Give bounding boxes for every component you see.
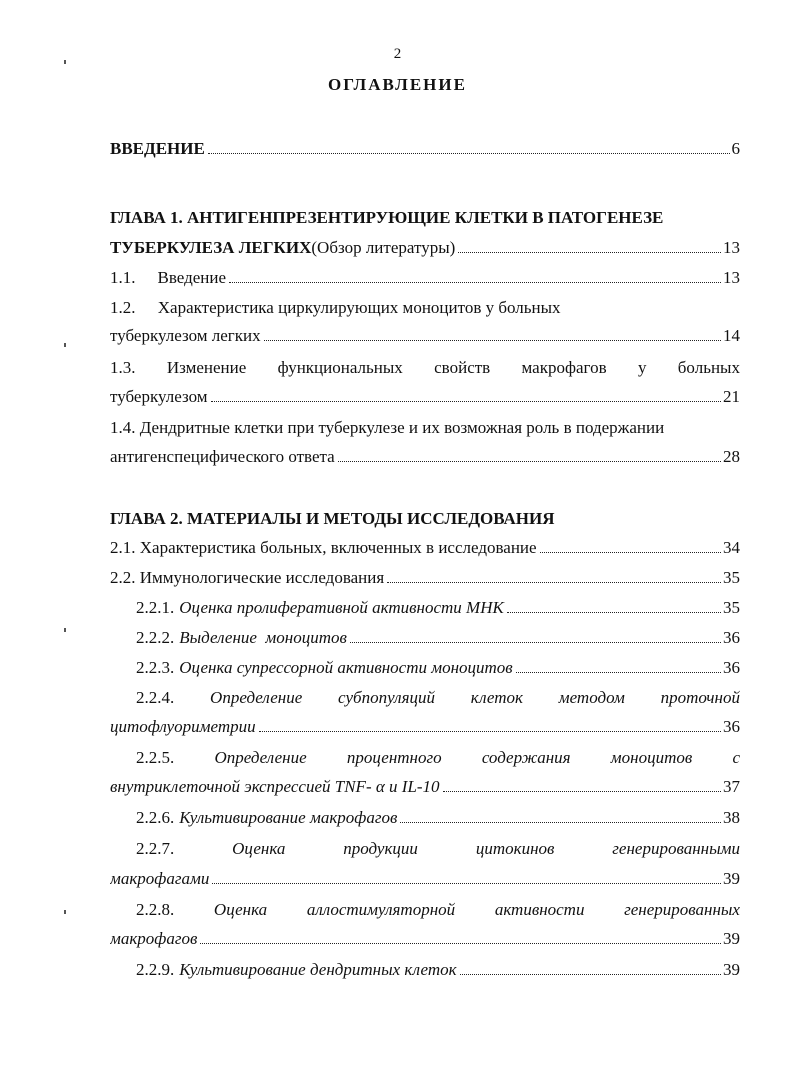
- toc-page: 14: [723, 326, 740, 345]
- leader-dots: [350, 642, 721, 643]
- section-number: 2.2.1.: [136, 598, 175, 617]
- page-number: 2: [393, 46, 402, 62]
- toc-page: 35: [723, 568, 740, 587]
- leader-dots: [212, 883, 721, 884]
- leader-dots: [208, 153, 730, 154]
- leader-dots: [259, 731, 721, 732]
- toc-entry-2-2-3: [136, 655, 740, 681]
- word: Оценка: [213, 900, 268, 919]
- leader-dots: [400, 822, 721, 823]
- toc-page: 39: [723, 929, 740, 948]
- section-number: 2.2.3.: [136, 658, 175, 677]
- scan-speck: [64, 343, 66, 347]
- scan-speck: [64, 910, 66, 914]
- toc-label: ВВЕДЕНИЕ: [110, 139, 205, 158]
- toc-entry-2-2-5-cont: [110, 774, 740, 800]
- word: содержания: [481, 748, 571, 767]
- section-number: 2.2.9.: [136, 960, 175, 979]
- toc-label: туберкулезом: [110, 387, 208, 406]
- word: больных: [677, 358, 740, 377]
- toc-entry-2-2-4-cont: [110, 714, 740, 740]
- section-number: 2.2.8.: [136, 900, 175, 919]
- section-number: 2.2.7.: [136, 839, 175, 858]
- word: Изменение: [166, 358, 247, 377]
- toc-page: 36: [723, 628, 740, 647]
- word: продукции: [343, 839, 418, 858]
- section-number: 2.2.6.: [136, 808, 175, 827]
- leader-dots: [507, 612, 721, 613]
- word: аллостимуляторной: [306, 900, 456, 919]
- chapter-2-title: ГЛАВА 2. МАТЕРИАЛЫ И МЕТОДЫ ИССЛЕДОВАНИЯ: [110, 509, 555, 528]
- word: свойств: [434, 358, 491, 377]
- leader-dots: [264, 340, 721, 341]
- scan-speck: [64, 60, 66, 64]
- section-number: 2.2.2.: [136, 628, 175, 647]
- toc-entry-2-2-8-cont: [110, 926, 740, 952]
- toc-label: Оценка пролиферативной активности МНК: [179, 598, 504, 617]
- toc-label: Введение: [157, 268, 227, 287]
- chapter-1-title: ГЛАВА 1. АНТИГЕНПРЕЗЕНТИРУЮЩИЕ КЛЕТКИ В ПАТОГЕНЕЗЕ: [110, 208, 664, 227]
- toc-entry-2-2-7: [136, 836, 740, 862]
- toc-page: 39: [723, 869, 740, 888]
- toc-label: макрофагов: [110, 929, 198, 948]
- toc-entry-1-1: [110, 265, 740, 291]
- toc-entry-1-2: [110, 295, 740, 321]
- toc-label: цитофлуориметрии: [110, 717, 256, 736]
- leader-dots: [516, 672, 721, 673]
- toc-page: 37: [723, 777, 740, 796]
- word: проточной: [660, 688, 740, 707]
- leader-dots: [229, 282, 721, 283]
- leader-dots: [540, 552, 721, 553]
- toc-page: 13: [723, 268, 740, 287]
- toc-label: 2.1. Характеристика больных, включенных в исследование: [110, 538, 537, 557]
- word: генерированными: [612, 839, 740, 858]
- toc-entry-intro: [110, 136, 740, 162]
- toc-label: туберкулезом легких: [110, 326, 261, 345]
- word: у: [637, 358, 647, 377]
- toc-entry-1-2-cont: [110, 323, 740, 349]
- toc-label: Характеристика циркулирующих моноцитов у больных: [157, 298, 561, 317]
- word: активности: [494, 900, 585, 919]
- word: макрофагов: [521, 358, 607, 377]
- leader-dots: [211, 401, 721, 402]
- leader-dots: [460, 974, 721, 975]
- toc-page: 35: [723, 598, 740, 617]
- word: с: [732, 748, 740, 767]
- page-title: ОГЛАВЛЕНИЕ: [328, 75, 467, 94]
- toc-entry-2-2-6: [136, 805, 740, 831]
- chapter-1-note: (Обзор литературы): [311, 238, 456, 257]
- word: моноцитов: [610, 748, 693, 767]
- word: генерированных: [624, 900, 740, 919]
- toc-entry-2-2: [110, 565, 740, 591]
- word: Оценка: [232, 839, 286, 858]
- toc-entry-2-2-8: [136, 897, 740, 923]
- word: клеток: [470, 688, 523, 707]
- scan-speck: [64, 628, 66, 632]
- toc-entry-2-2-7-cont: [110, 866, 740, 892]
- toc-entry-1-4: 1.4. Дендритные клетки при туберкулезе и их возможная роль в подержании: [110, 418, 665, 437]
- toc-entry-1-3-cont: [110, 384, 740, 410]
- toc-entry-2-2-1: [136, 595, 740, 621]
- leader-dots: [458, 252, 721, 253]
- toc-entry-2-2-2: [136, 625, 740, 651]
- toc-page: 6: [731, 139, 740, 158]
- word: методом: [558, 688, 625, 707]
- toc-label: Выделение моноцитов: [179, 628, 347, 647]
- toc-entry-1-4-cont: [110, 444, 740, 470]
- leader-dots: [200, 943, 721, 944]
- toc-label: Оценка супрессорной активности моноцитов: [179, 658, 513, 677]
- toc-page: 36: [723, 658, 740, 677]
- toc-page: 38: [723, 808, 740, 827]
- toc-label: 2.2. Иммунологические исследования: [110, 568, 385, 587]
- toc-entry-2-1: [110, 535, 740, 561]
- section-number: 1.3.: [110, 358, 136, 377]
- chapter-1-title-bold: ТУБЕРКУЛЕЗА ЛЕГКИХ: [110, 238, 312, 257]
- chapter-1-title-cont: [110, 235, 740, 261]
- toc-entry-2-2-5: [136, 745, 740, 771]
- toc-page: 21: [723, 387, 740, 406]
- toc-label: Культивирование дендритных клеток: [179, 960, 457, 979]
- toc-entry-2-2-9: [136, 957, 740, 983]
- section-number: 2.2.4.: [136, 688, 175, 707]
- word: функциональных: [277, 358, 403, 377]
- leader-dots: [387, 582, 721, 583]
- word: процентного: [346, 748, 442, 767]
- section-number: 1.2.: [110, 298, 136, 317]
- toc-page: 36: [723, 717, 740, 736]
- toc-page: 39: [723, 960, 740, 979]
- toc-label: Культивирование макрофагов: [179, 808, 398, 827]
- section-number: 1.1.: [110, 268, 136, 287]
- toc-label: внутриклеточной экспрессией TNF- α и IL-10: [110, 777, 440, 796]
- toc-entry-1-3: [110, 355, 740, 381]
- word: субпопуляций: [338, 688, 435, 707]
- word: Определение: [214, 748, 307, 767]
- section-number: 2.2.5.: [136, 748, 175, 767]
- word: цитокинов: [475, 839, 555, 858]
- toc-page: 13: [723, 238, 740, 257]
- leader-dots: [443, 791, 721, 792]
- toc-label: макрофагами: [110, 869, 210, 888]
- toc-label: антигенспецифического ответа: [110, 447, 335, 466]
- toc-page: 34: [723, 538, 740, 557]
- toc-entry-2-2-4: [136, 685, 740, 711]
- leader-dots: [338, 461, 721, 462]
- toc-page: 28: [723, 447, 740, 466]
- word: Определение: [210, 688, 303, 707]
